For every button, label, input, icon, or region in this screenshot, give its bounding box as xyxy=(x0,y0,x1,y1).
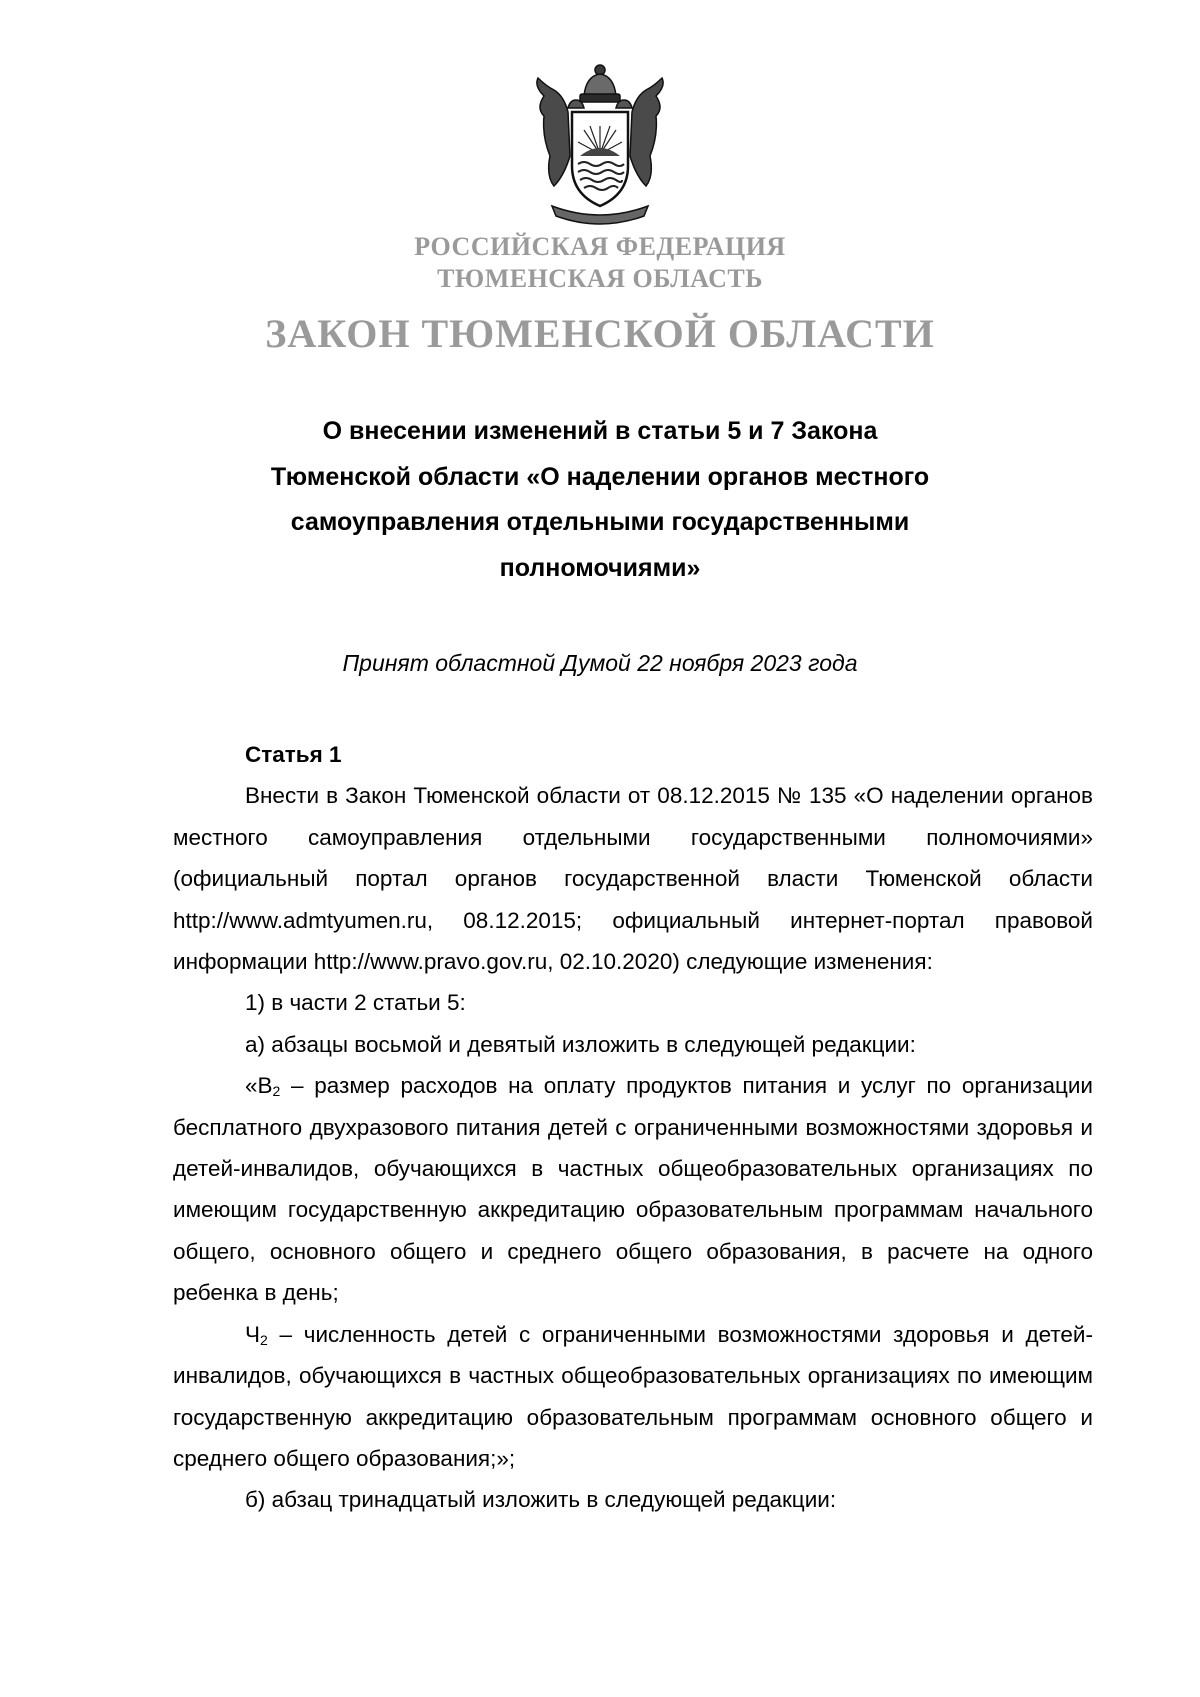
b2-subscript: 2 xyxy=(272,1083,281,1100)
b2-definition-text: – размер расходов на оплату продуктов питания и услуг по организации бесплатного двухразового питания детей с ограниченными возможностями здоровья и детей-инвалидов, обучающихся в частных общеобразовательных организациях по имеющим государственную аккредитацию образовательным программам начального общего, основного общего и среднего общего образования, в расчете на одного ребенка в день; xyxy=(173,1073,1093,1306)
country-name: РОССИЙСКАЯ ФЕДЕРАЦИЯ xyxy=(414,232,786,261)
law-type-heading: ЗАКОН ТЮМЕНСКОЙ ОБЛАСТИ xyxy=(265,311,935,356)
ch2-subscript: 2 xyxy=(260,1331,268,1348)
law-title-line: О внесении изменений в статьи 5 и 7 Закона xyxy=(322,417,878,445)
adoption-note: Принят областной Думой 22 ноября 2023 года xyxy=(342,650,858,676)
item-a-paragraph: а) абзацы восьмой и девятый изложить в следующей редакции: xyxy=(245,1031,916,1057)
coat-of-arms-emblem xyxy=(524,56,676,228)
b2-definition-paragraph xyxy=(173,1065,1093,1313)
ch2-definition-text: – численность детей с ограниченными возможностями здоровья и детей-инвалидов, обучающихся в частных общеобразовательных организациях по имеющим государственную аккредитацию образовательным программам основного общего и среднего общего образования;»; xyxy=(173,1321,1093,1471)
ch2-definition-paragraph xyxy=(173,1314,1093,1480)
b2-symbol: «В xyxy=(245,1073,273,1099)
law-title xyxy=(150,409,1050,591)
document-body xyxy=(173,734,1093,1521)
article-heading: Статья 1 xyxy=(245,742,342,767)
article-intro-paragraph: Внести в Закон Тюменской области от 08.12.2015 № 135 «О наделении органов местного самоуправления отдельными государственными полномочиями» (официальный портал органов государственной власти Тюменской области http://www.admtyumen.ru, 08.12.2015; официальный интернет-портал правовой информации http://www.pravo.gov.ru, 02.10.2020) следующие изменения: xyxy=(173,783,1093,975)
item-1-paragraph: 1) в части 2 статьи 5: xyxy=(245,990,466,1016)
law-title-line: Тюменской области «О наделении органов местного xyxy=(270,462,930,491)
law-title-line: самоуправления отдельными государственными xyxy=(290,508,910,536)
item-b-paragraph: б) абзац тринадцатый изложить в следующей редакции: xyxy=(245,1487,837,1513)
law-title-line: полномочиями» xyxy=(499,553,701,582)
ch2-symbol: Ч xyxy=(245,1321,260,1347)
region-name: ТЮМЕНСКАЯ ОБЛАСТЬ xyxy=(437,264,763,293)
